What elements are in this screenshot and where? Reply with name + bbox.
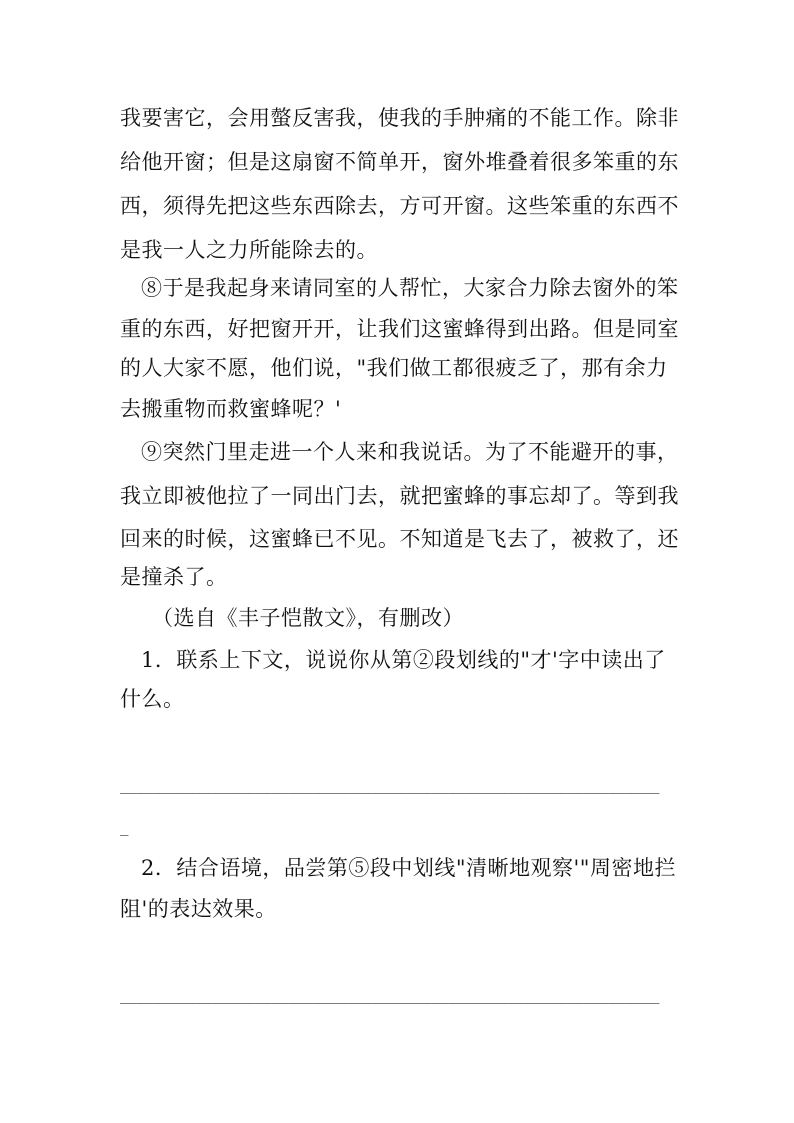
question-2-answer-line[interactable]: ________________________________________________________________ — [120, 988, 660, 1004]
paragraph-9-line-1: ⑨突然门里走进一个人来和我说话。为了不能避开的事， — [141, 440, 679, 464]
paragraph-7-line-2: 给他开窗；但是这扇窗不简单开，窗外堆叠着很多笨重的东 — [120, 150, 679, 174]
paragraph-9-line-3: 回来的时候，这蜜蜂已不见。不知道是飞去了，被救了，还 — [120, 527, 679, 551]
paragraph-7-line-3: 西，须得先把这些东西除去，方可开窗。这些笨重的东西不 — [120, 194, 679, 218]
question-1-line-2: 什么。 — [120, 687, 185, 711]
paragraph-8-line-1: ⑧于是我起身来请同室的人帮忙，大家合力除去窗外的笨 — [141, 276, 679, 300]
paragraph-9-line-4: 是撞杀了。 — [120, 565, 228, 589]
paragraph-7-line-1: 我要害它，会用螫反害我，使我的手肿痛的不能工作。除非 — [120, 106, 679, 130]
paragraph-8-line-3: 的人大家不愿，他们说，"我们做工都很疲乏了，那有余力 — [120, 356, 668, 380]
source-citation: （选自《丰子恺散文》，有删改） — [152, 606, 464, 630]
question-2-line-2: 阻'的表达效果。 — [120, 897, 277, 921]
question-1-answer-line[interactable]: ________________________________________________________________ — [120, 778, 660, 794]
paragraph-7-line-4: 是我一人之力所能除去的。 — [120, 238, 378, 262]
question-2-line-1: 2．结合语境，品尝第⑤段中划线"清晰地观察'"周密地拦 — [141, 856, 676, 880]
paragraph-9-line-2: 我立即被他拉了一同出门去，就把蜜蜂的事忘却了。等到我 — [120, 484, 679, 508]
paragraph-8-line-2: 重的东西，好把窗开开，让我们这蜜蜂得到出路。但是同室 — [120, 317, 679, 341]
question-1-answer-tail[interactable]: _ — [120, 820, 129, 836]
question-1-line-1: 1．联系上下文，说说你从第②段划线的"才'字中读出了 — [141, 648, 666, 672]
paragraph-8-line-4: 去搬重物而救蜜蜂呢？' — [120, 397, 342, 421]
